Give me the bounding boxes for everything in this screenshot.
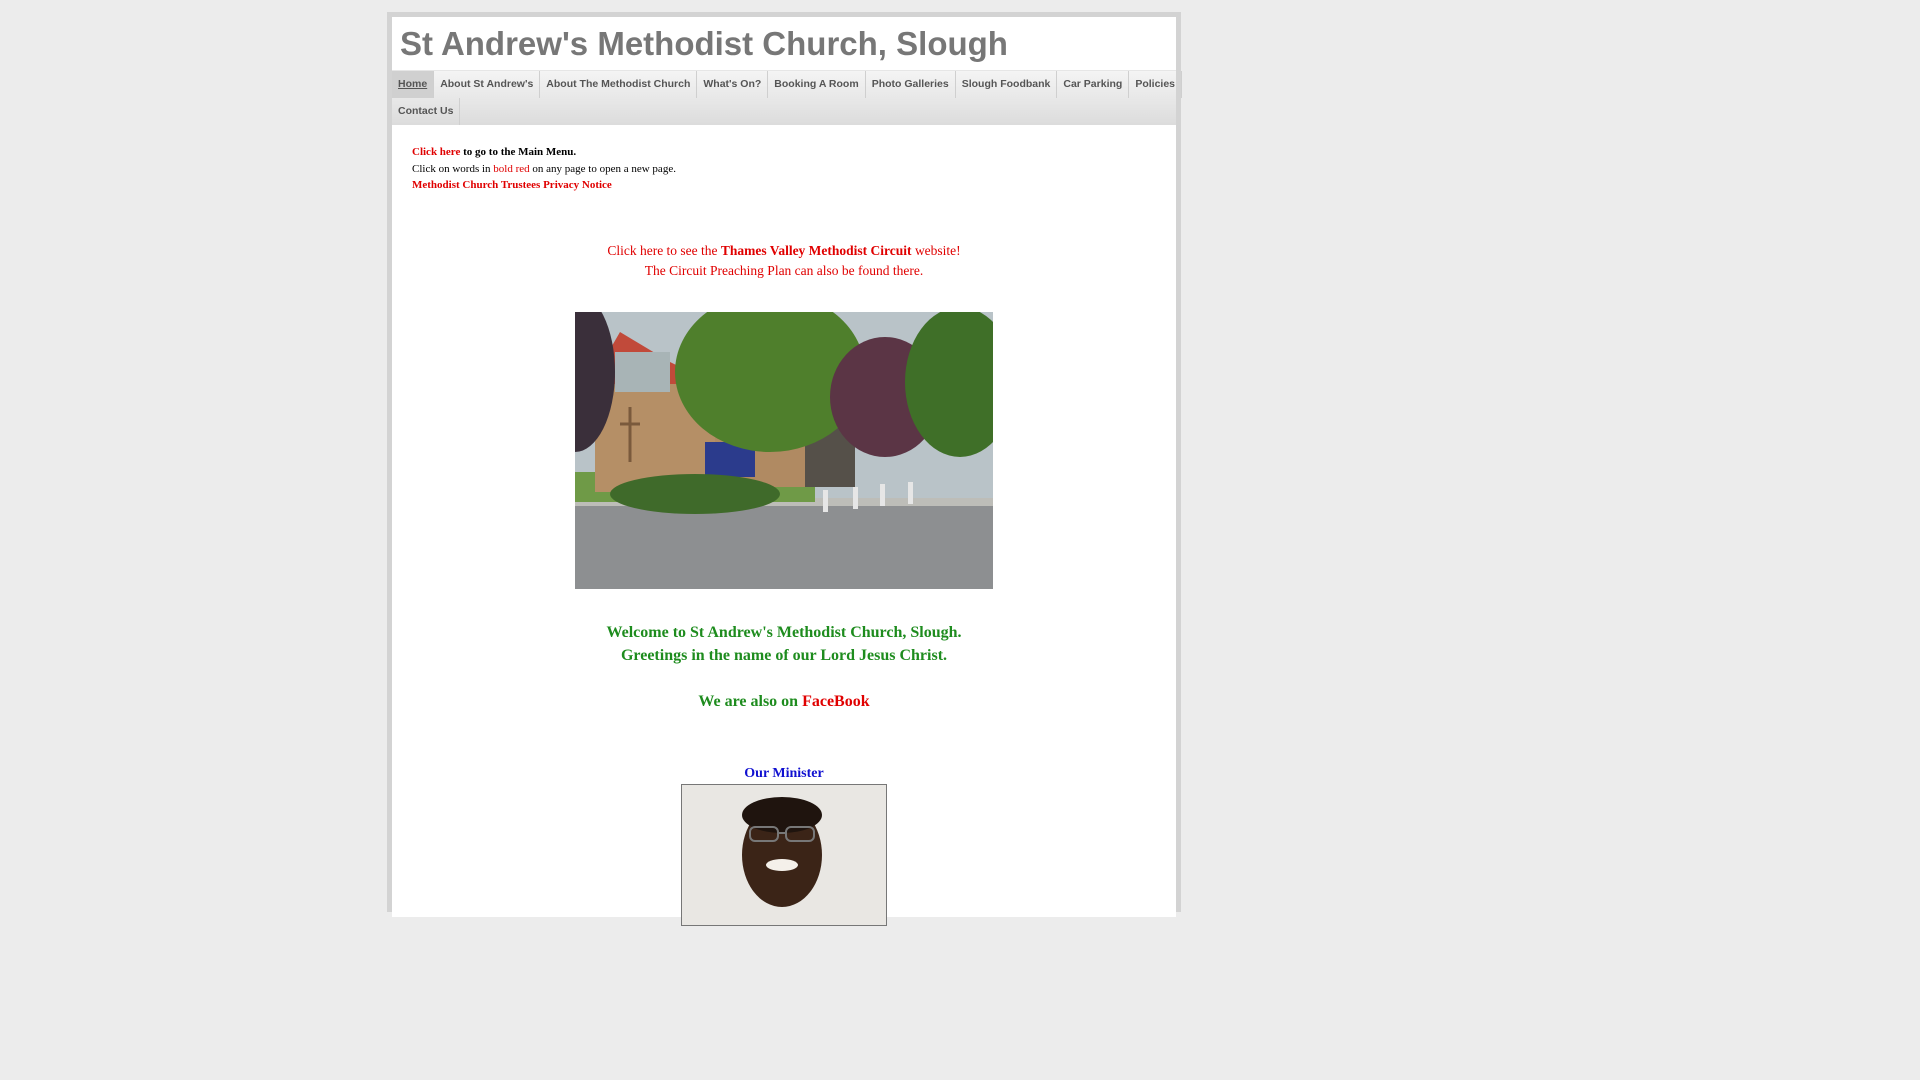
circuit-suffix: website!	[911, 243, 961, 258]
welcome-line-1: Welcome to St Andrew's Methodist Church, Slough.	[606, 624, 962, 641]
main-nav	[392, 70, 1176, 125]
church-photo	[575, 312, 993, 589]
nav-about-methodist-church[interactable]: About The Methodist Church	[540, 71, 697, 98]
main-menu-text: to go to the Main Menu.	[460, 146, 577, 158]
nav-about-st-andrews[interactable]: About St Andrew's	[434, 71, 540, 98]
facebook-link[interactable]: FaceBook	[802, 693, 870, 710]
nav-booking-a-room[interactable]: Booking A Room	[768, 71, 865, 98]
intro-text	[412, 144, 676, 194]
preaching-plan-line: The Circuit Preaching Plan can also be found there.	[644, 263, 924, 278]
nav-policies[interactable]: Policies	[1129, 71, 1182, 98]
minister-photo	[681, 784, 887, 926]
main-menu-line	[412, 144, 676, 161]
nav-row-2	[392, 98, 460, 125]
instructions-prefix: Click on words in	[412, 162, 494, 175]
our-minister-heading: Our Minister	[744, 766, 824, 781]
facebook-prefix: We are also on	[698, 693, 803, 710]
nav-photo-galleries[interactable]: Photo Galleries	[866, 71, 956, 98]
nav-contact-us[interactable]: Contact Us	[392, 98, 460, 125]
instructions-suffix: on any page to open a new page.	[529, 162, 676, 175]
page-content	[392, 17, 1176, 917]
circuit-link-line[interactable]	[392, 241, 1176, 261]
facebook-block	[392, 690, 1176, 713]
circuit-name: Thames Valley Methodist Circuit	[720, 243, 912, 258]
nav-whats-on[interactable]: What's On?	[697, 71, 768, 98]
click-here-main-menu-link[interactable]: Click here	[412, 146, 461, 158]
welcome-line-2: Greetings in the name of our Lord Jesus Christ.	[620, 647, 948, 664]
circuit-prefix: Click here to see the	[607, 243, 721, 258]
instructions-line	[412, 161, 676, 178]
privacy-notice-link[interactable]: Methodist Church Trustees Privacy Notice	[412, 179, 612, 191]
bold-red-text: bold red	[493, 162, 530, 175]
minister-photo-drawing	[682, 785, 886, 925]
circuit-block	[392, 241, 1176, 281]
page-frame	[387, 12, 1181, 912]
church-photo-drawing	[575, 312, 993, 589]
nav-row-1	[392, 71, 1182, 98]
nav-slough-foodbank[interactable]: Slough Foodbank	[956, 71, 1058, 98]
nav-home[interactable]: Home	[392, 71, 434, 98]
nav-car-parking[interactable]: Car Parking	[1057, 71, 1129, 98]
site-title: St Andrew's Methodist Church, Slough	[400, 25, 1008, 62]
welcome-block	[392, 621, 1176, 667]
